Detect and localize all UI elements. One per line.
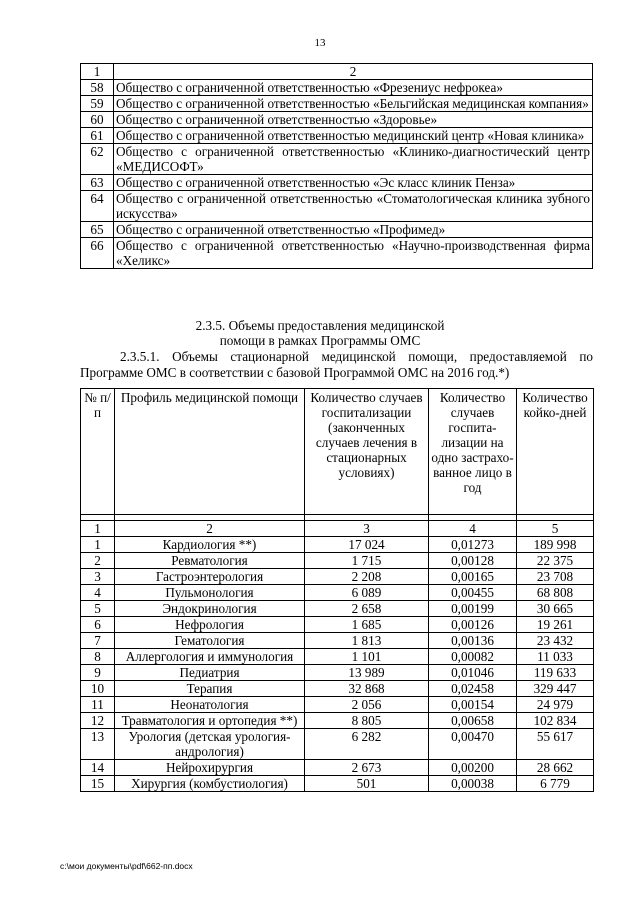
bed-days-value: 119 633 [517, 665, 594, 681]
section-title [0, 318, 640, 348]
section-title-line: помощи в рамках Программы ОМС [219, 333, 421, 348]
header-num: № п/п [81, 389, 115, 515]
row-number: 65 [81, 222, 114, 238]
per-person-value: 0,00470 [429, 729, 517, 760]
profile-name: Неонатология [115, 697, 305, 713]
bed-days-value: 23 432 [517, 633, 594, 649]
cases-value: 1 813 [305, 633, 429, 649]
column-number: 5 [517, 521, 594, 537]
cases-value: 1 715 [305, 553, 429, 569]
bed-days-value: 55 617 [517, 729, 594, 760]
profile-name: Эндокринология [115, 601, 305, 617]
column-number-row [81, 521, 594, 537]
per-person-value: 0,00154 [429, 697, 517, 713]
bed-days-value: 189 998 [517, 537, 594, 553]
table-row [81, 569, 594, 585]
table-row [81, 776, 594, 792]
organization-name: Общество с ограниченной ответственностью «Эс класс клиник Пенза» [114, 175, 593, 191]
row-number: 1 [81, 537, 115, 553]
table-row [81, 681, 594, 697]
profile-name: Кардиология **) [115, 537, 305, 553]
header-cell: 1 [81, 64, 114, 80]
page-number: 13 [314, 37, 326, 49]
table-row [81, 713, 594, 729]
cases-value: 501 [305, 776, 429, 792]
table-row [81, 238, 593, 269]
header-bed-days: Количество койко-дней [517, 389, 594, 515]
profile-name: Терапия [115, 681, 305, 697]
organization-name: Общество с ограниченной ответственностью «Стоматологическая клиника зубного искусства» [114, 191, 593, 222]
header-cases: Количество случаев госпитализации (законченных случаев лечения в стационарных условиях) [305, 389, 429, 515]
table-row [81, 665, 594, 681]
table-row [81, 729, 594, 760]
column-number: 4 [429, 521, 517, 537]
row-number: 2 [81, 553, 115, 569]
profile-name: Ревматология [115, 553, 305, 569]
profile-name: Аллергология и иммунология [115, 649, 305, 665]
table-row [81, 80, 593, 96]
per-person-value: 0,00455 [429, 585, 517, 601]
cases-value: 2 673 [305, 760, 429, 776]
table-row [81, 537, 594, 553]
profile-name: Травматология и ортопедия **) [115, 713, 305, 729]
table-header-row [81, 389, 594, 515]
row-number: 7 [81, 633, 115, 649]
row-number: 60 [81, 112, 114, 128]
per-person-value: 0,00128 [429, 553, 517, 569]
organization-name: Общество с ограниченной ответственностью «Фрезениус нефрокеа» [114, 80, 593, 96]
row-number: 66 [81, 238, 114, 269]
row-number: 6 [81, 617, 115, 633]
row-number: 10 [81, 681, 115, 697]
profile-name: Педиатрия [115, 665, 305, 681]
cases-value: 2 658 [305, 601, 429, 617]
row-number: 15 [81, 776, 115, 792]
row-number: 3 [81, 569, 115, 585]
per-person-value: 0,00038 [429, 776, 517, 792]
cases-value: 13 989 [305, 665, 429, 681]
cases-value: 1 685 [305, 617, 429, 633]
profile-name: Пульмонология [115, 585, 305, 601]
row-number: 4 [81, 585, 115, 601]
cases-value: 2 208 [305, 569, 429, 585]
per-person-value: 0,00200 [429, 760, 517, 776]
per-person-value: 0,01273 [429, 537, 517, 553]
row-number: 61 [81, 128, 114, 144]
cases-value: 1 101 [305, 649, 429, 665]
cases-value: 2 056 [305, 697, 429, 713]
row-number: 64 [81, 191, 114, 222]
column-number: 2 [115, 521, 305, 537]
row-number: 12 [81, 713, 115, 729]
profile-name: Гастроэнтерология [115, 569, 305, 585]
profile-name: Гематология [115, 633, 305, 649]
row-number: 8 [81, 649, 115, 665]
table-row [81, 191, 593, 222]
row-number: 62 [81, 144, 114, 175]
row-number: 13 [81, 729, 115, 760]
table-row [81, 553, 594, 569]
per-person-value: 0,01046 [429, 665, 517, 681]
table-row [81, 144, 593, 175]
bed-days-value: 24 979 [517, 697, 594, 713]
row-number: 9 [81, 665, 115, 681]
bed-days-value: 6 779 [517, 776, 594, 792]
cases-value: 6 089 [305, 585, 429, 601]
table-header-row [81, 64, 593, 80]
organizations-table [80, 63, 593, 269]
row-number: 5 [81, 601, 115, 617]
bed-days-value: 28 662 [517, 760, 594, 776]
column-number: 1 [81, 521, 115, 537]
table-row [81, 112, 593, 128]
cases-value: 17 024 [305, 537, 429, 553]
row-number: 58 [81, 80, 114, 96]
per-person-value: 0,00199 [429, 601, 517, 617]
organization-name: Общество с ограниченной ответственностью медицинский центр «Новая клиника» [114, 128, 593, 144]
profile-name: Урология (детская урология-андрология) [115, 729, 305, 760]
bed-days-value: 22 375 [517, 553, 594, 569]
bed-days-value: 68 808 [517, 585, 594, 601]
per-person-value: 0,00126 [429, 617, 517, 633]
header-cell: 2 [114, 64, 593, 80]
row-number: 11 [81, 697, 115, 713]
table-row [81, 128, 593, 144]
cases-value: 32 868 [305, 681, 429, 697]
organization-name: Общество с ограниченной ответственностью «Бельгийская медицинская компания» [114, 96, 593, 112]
per-person-value: 0,00658 [429, 713, 517, 729]
table-row [81, 585, 594, 601]
profile-name: Нейрохирургия [115, 760, 305, 776]
bed-days-value: 23 708 [517, 569, 594, 585]
row-number: 63 [81, 175, 114, 191]
table-row [81, 222, 593, 238]
cases-value: 8 805 [305, 713, 429, 729]
organization-name: Общество с ограниченной ответственностью «Профимед» [114, 222, 593, 238]
per-person-value: 0,00165 [429, 569, 517, 585]
table-row [81, 697, 594, 713]
table-row [81, 601, 594, 617]
table-row [81, 633, 594, 649]
profile-name: Нефрология [115, 617, 305, 633]
section-title-line: 2.3.5. Объемы предоставления медицинской [195, 318, 445, 333]
header-profile: Профиль медицинской помощи [115, 389, 305, 515]
per-person-value: 0,00136 [429, 633, 517, 649]
bed-days-value: 19 261 [517, 617, 594, 633]
column-number: 3 [305, 521, 429, 537]
cases-value: 6 282 [305, 729, 429, 760]
table-row [81, 760, 594, 776]
row-number: 14 [81, 760, 115, 776]
profile-name: Хирургия (комбустиология) [115, 776, 305, 792]
per-person-value: 0,00082 [429, 649, 517, 665]
per-person-value: 0,02458 [429, 681, 517, 697]
header-per-person: Количество случаев госпита-лизации на одно застрахо-ванное лицо в год [429, 389, 517, 515]
table-row [81, 96, 593, 112]
organization-name: Общество с ограниченной ответственностью «Клинико-диагностический центр «МЕДИСОФТ» [114, 144, 593, 175]
bed-days-value: 102 834 [517, 713, 594, 729]
bed-days-value: 30 665 [517, 601, 594, 617]
section-intro: 2.3.5.1. Объемы стационарной медицинской помощи, предоставляемой по Программе ОМС в соответствии с базовой Программой ОМС на 2016 год.*) [80, 349, 593, 380]
table-row [81, 175, 593, 191]
bed-days-value: 11 033 [517, 649, 594, 665]
footer-file-path: c:\мои документы\pdf\662-пп.docx [60, 861, 193, 871]
organization-name: Общество с ограниченной ответственностью «Научно-производственная фирма «Хеликс» [114, 238, 593, 269]
table-row [81, 649, 594, 665]
volume-table [80, 388, 594, 792]
bed-days-value: 329 447 [517, 681, 594, 697]
table-row [81, 617, 594, 633]
organization-name: Общество с ограниченной ответственностью «Здоровье» [114, 112, 593, 128]
row-number: 59 [81, 96, 114, 112]
